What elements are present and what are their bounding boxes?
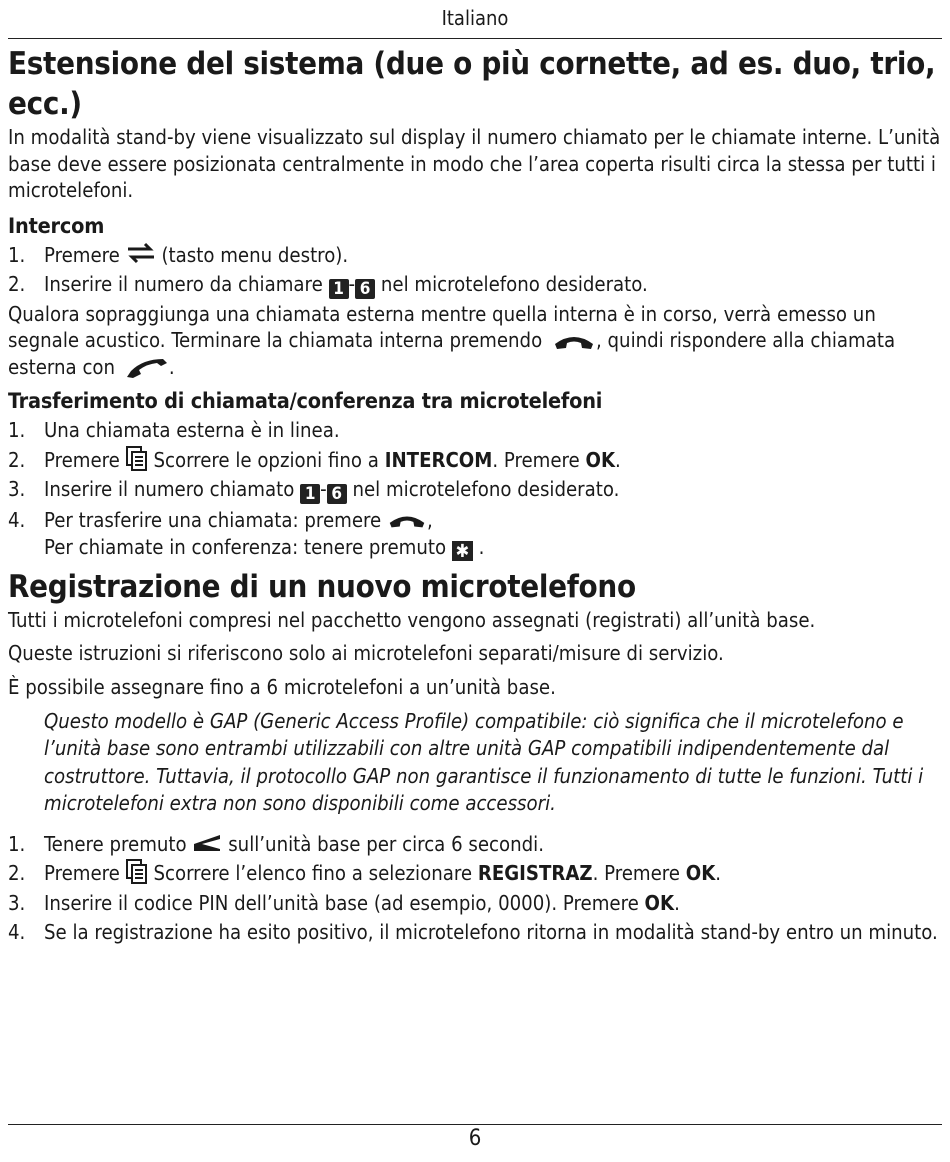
- intercom-heading: Intercom: [8, 213, 105, 239]
- registration-p2: Queste istruzioni si riferiscono solo ai microtelefoni separati/misure di servizio.: [8, 641, 724, 665]
- footer-divider: [8, 1124, 942, 1125]
- key-6-icon: 6: [355, 279, 375, 299]
- menu-icon: [126, 446, 148, 472]
- menu-icon: [126, 859, 148, 885]
- answer-call-icon: [125, 357, 169, 379]
- list-item: 4. Per trasferire una chiamata: premere , Per chiamate in conferenza: tenere premuto ✱ .: [8, 507, 485, 562]
- registration-p3: È possibile assegnare fino a 6 microtelefoni a un’unità base.: [8, 674, 556, 699]
- star-key-icon: ✱: [452, 541, 473, 561]
- transfer-heading: Trasferimento di chiamata/conferenza tra microtelefoni: [8, 389, 603, 414]
- registration-p1: Tutti i microtelefoni compresi nel pacchetto vengono assegnati (registrati) all’unità base.: [8, 607, 816, 632]
- language-header: Italiano: [441, 6, 509, 30]
- extension-intro: In modalità stand-by viene visualizzato sul display il numero chiamato per le chiamate interne. L’unità base deve essere posizionata centralmente in modo che l’area coperta risulti circa la stessa per tutti i microtelefoni.: [8, 125, 941, 202]
- page-number: 6: [468, 1126, 482, 1151]
- hang-up-icon: [552, 332, 596, 352]
- list-item: 2. Inserire il numero da chiamare 1 - 6 nel microtelefono desiderato.: [8, 272, 648, 299]
- intercom-arrows-icon: [126, 242, 156, 264]
- hang-up-icon: [387, 511, 427, 531]
- header-divider: [8, 38, 942, 39]
- key-1-icon: 1: [300, 484, 320, 504]
- section-title-extension: Estensione del sistema (due o più cornette, ad es. duo, trio, ecc.): [8, 46, 936, 122]
- list-item: 1. Una chiamata esterna è in linea.: [8, 418, 340, 442]
- transfer-steps: [8, 416, 942, 561]
- list-item: 3. Inserire il numero chiamato 1 - 6 nel microtelefono desiderato.: [8, 477, 620, 504]
- intercom-paragraph: Qualora sopraggiunga una chiamata esterna mentre quella interna è in corso, verrà emesso un segnale acustico. Terminare la chiamata interna premendo , quindi rispondere alla chiamata esterna con .: [8, 301, 896, 379]
- list-item: 3. Inserire il codice PIN dell’unità base (ad esempio, 0000). Premere OK.: [8, 890, 680, 915]
- paging-icon: [192, 832, 222, 852]
- page-content: [8, 44, 942, 946]
- gap-note: Questo modello è GAP (Generic Access Profile) compatibile: ciò significa che il microtelefono e l’unità base sono entrambi utilizzabili con altre unità GAP compatibili indipendentemente dal costruttore. Tuttavia, il protocollo GAP non garantisce il funzionamento di tutte le funzioni. Tutti i microtelefoni extra non sono disponibili come accessori.: [44, 709, 924, 816]
- list-item: 4. Se la registrazione ha esito positivo, il microtelefono ritorna in modalità stand-by entro un minuto.: [8, 920, 938, 945]
- list-item: 2. Premere Scorrere l’elenco fino a selezionare REGISTRAZ. Premere OK.: [8, 861, 722, 886]
- section-title-registration: Registrazione di un nuovo microtelefono: [8, 568, 636, 605]
- key-1-icon: 1: [329, 279, 349, 299]
- list-item: 2. Premere Scorrere le opzioni fino a INTERCOM. Premere OK.: [8, 447, 621, 472]
- intercom-steps: [8, 241, 942, 300]
- list-item: 1. Tenere premuto sull’unità base per circa 6 secondi.: [8, 831, 544, 856]
- key-6-icon: 6: [327, 484, 347, 504]
- list-item: 1. Premere (tasto menu destro).: [8, 242, 349, 267]
- registration-steps: [8, 830, 942, 947]
